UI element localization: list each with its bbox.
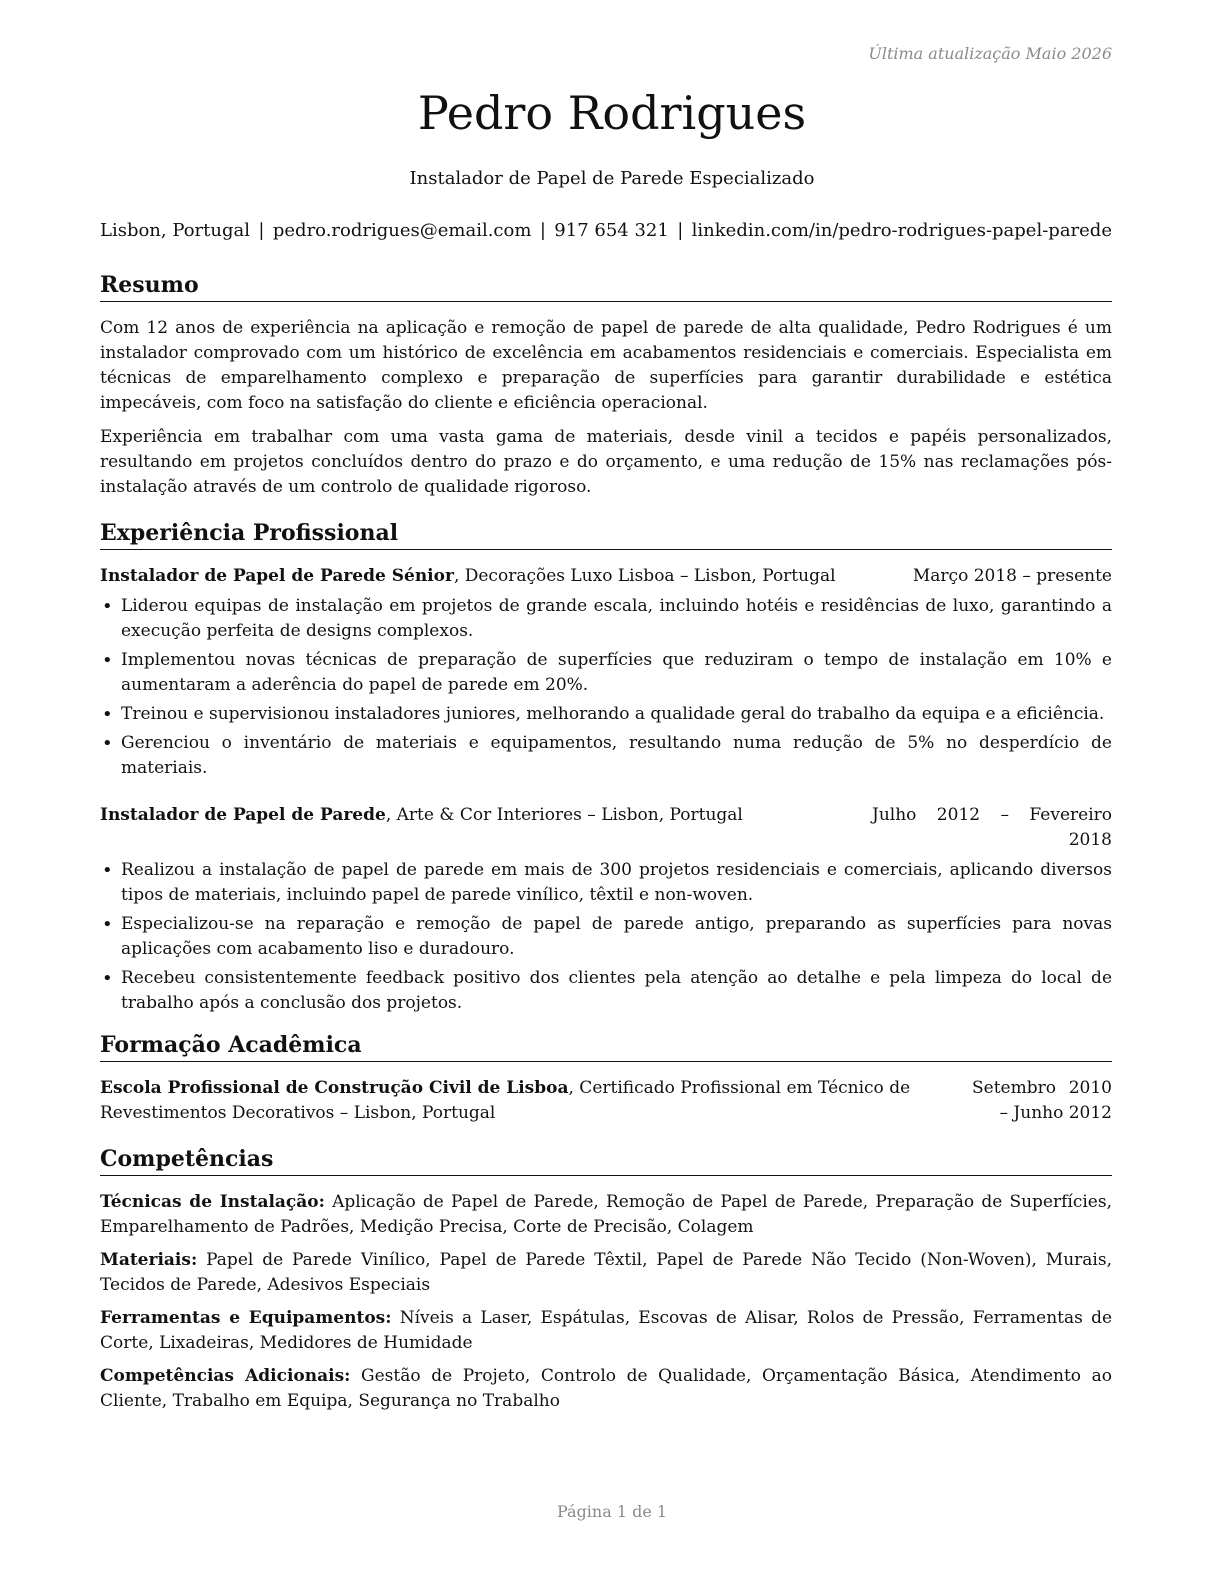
job-header (100, 803, 1112, 853)
candidate-tagline: Instalador de Papel de Parede Especializado (409, 168, 815, 189)
list-item: • Treinou e supervisionou instaladores juniores, melhorando a qualidade geral do trabalho da equipa e a eficiência. (100, 702, 1112, 727)
education-dates: Setembro 2010 – Junho 2012 (972, 1078, 1112, 1123)
skill-group (100, 1306, 1112, 1356)
page-number: Página 1 de 1 (556, 1502, 668, 1521)
skills-section (100, 1144, 1112, 1414)
contact-location: Lisbon, Portugal (100, 220, 251, 241)
skill-label: Competências Adicionais: (100, 1366, 351, 1386)
contact-email[interactable]: pedro.rodrigues@email.com (272, 220, 532, 241)
section-title-education: Formação Acadêmica (100, 1030, 1112, 1062)
summary-paragraph: Experiência em trabalhar com uma vasta gama de materiais, desde vinil a tecidos e papéis personalizados, resultando em projetos concluídos dentro do prazo e do orçamento, e uma redução de 15% nas reclamações pós-instalação através de um controlo de qualidade rigoroso. (100, 427, 1112, 497)
section-title-experience: Experiência Profissional (100, 518, 1112, 550)
experience-section (100, 518, 1112, 1016)
last-updated: Última atualização Maio 2026 (868, 44, 1112, 63)
contact-separator: | (677, 220, 684, 241)
section-title-skills: Competências (100, 1144, 1112, 1176)
summary-paragraph: Com 12 anos de experiência na aplicação e remoção de papel de parede de alta qualidade, Pedro Rodrigues é um instalador comprovado com um histórico de excelência em acabamentos residenciais e comerciais. Especialista em técnicas de emparelhamento complexo e preparação de superfícies para garantir durabilidade e estética impecáveis, com foco na satisfação do cliente e eficiência operacional. (100, 318, 1112, 413)
candidate-name: Pedro Rodrigues (417, 86, 807, 140)
skill-label: Materiais: (100, 1250, 198, 1270)
skill-text: Papel de Parede Vinílico, Papel de Parede Têxtil, Papel de Parede Não Tecido (Non-Woven), Murais, Tecidos de Parede, Adesivos Especiais (100, 1250, 1112, 1295)
job-role: Instalador de Papel de Parede (100, 805, 386, 825)
skill-label: Ferramentas e Equipamentos: (100, 1308, 392, 1328)
skill-group (100, 1190, 1112, 1240)
skill-text: Gestão de Projeto, Controlo de Qualidade, Orçamentação Básica, Atendimento ao Cliente, Trabalho em Equipa, Segurança no Trabalho (100, 1366, 1112, 1411)
list-item: • Realizou a instalação de papel de parede em mais de 300 projetos residenciais e comerciais, aplicando diversos tipos de materiais, incluindo papel de parede vinílico, têxtil e non-woven. (100, 858, 1112, 908)
skill-label: Técnicas de Instalação: (100, 1192, 325, 1212)
education-detail: , Certificado Profissional em Técnico de Revestimentos Decorativos – Lisbon, Portugal (100, 1078, 911, 1123)
job-entry (100, 803, 1112, 1016)
skill-group (100, 1248, 1112, 1298)
job-company: , Decorações Luxo Lisboa – Lisbon, Portugal (453, 566, 836, 586)
skill-text: Níveis a Laser, Espátulas, Escovas de Alisar, Rolos de Pressão, Ferramentas de Corte, Lixadeiras, Medidores de Humidade (100, 1308, 1113, 1353)
contact-linkedin[interactable]: linkedin.com/in/pedro-rodrigues-papel-parede (691, 220, 1112, 241)
contact-separator: | (258, 220, 265, 241)
list-item: • Gerenciou o inventário de materiais e equipamentos, resultando numa redução de 5% no desperdício de materiais. (100, 731, 1112, 781)
job-bullets (100, 594, 1112, 781)
contact-line (100, 220, 1112, 241)
contact-phone[interactable]: 917 654 321 (554, 220, 669, 241)
section-title-summary: Resumo (100, 270, 1112, 302)
education-section (100, 1030, 1112, 1126)
job-role: Instalador de Papel de Parede Sénior (100, 566, 454, 586)
job-bullets (100, 858, 1112, 1016)
job-entry (100, 564, 1112, 781)
job-company: , Arte & Cor Interiores – Lisbon, Portugal (385, 805, 743, 825)
list-item: • Liderou equipas de instalação em projetos de grande escala, incluindo hotéis e residências de luxo, garantindo a execução perfeita de designs complexos. (100, 594, 1112, 644)
contact-separator: | (539, 220, 546, 241)
list-item: • Implementou novas técnicas de preparação de superfícies que reduziram o tempo de instalação em 10% e aumentaram a aderência do papel de parede em 20%. (100, 648, 1112, 698)
list-item: • Especializou-se na reparação e remoção de papel de parede antigo, preparando as superfícies para novas aplicações com acabamento liso e duradouro. (100, 912, 1112, 962)
summary-section (100, 270, 1112, 500)
job-header (100, 564, 1112, 589)
skill-text: Aplicação de Papel de Parede, Remoção de Papel de Parede, Preparação de Superfícies, Emparelhamento de Padrões, Medição Precisa, Corte de Precisão, Colagem (100, 1192, 1112, 1237)
job-dates: Março 2018 – presente (912, 566, 1112, 586)
list-item: • Recebeu consistentemente feedback positivo dos clientes pela atenção ao detalhe e pela limpeza do local de trabalho após a conclusão dos projetos. (100, 966, 1112, 1016)
job-dates: Julho 2012 – Fevereiro 2018 (872, 805, 1112, 850)
education-school: Escola Profissional de Construção Civil de Lisboa (100, 1078, 569, 1098)
skill-group (100, 1364, 1112, 1414)
education-entry (100, 1076, 1112, 1126)
resume-content (100, 270, 1112, 1422)
